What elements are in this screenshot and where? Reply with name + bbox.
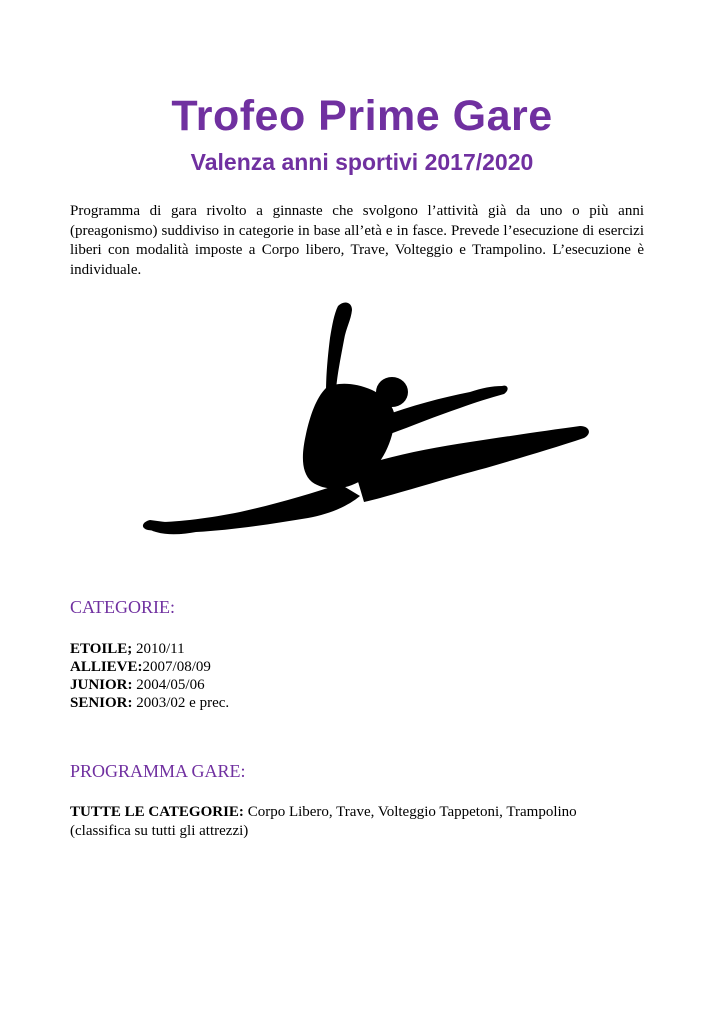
categorie-item-value: 2010/11 (132, 641, 185, 657)
categorie-item (70, 640, 229, 658)
categorie-item-label: SENIOR: (70, 695, 133, 711)
categorie-item-value: 2007/08/09 (142, 659, 211, 675)
gymnast-silhouette-image (140, 298, 595, 543)
programma-label: TUTTE LE CATEGORIE: (70, 804, 244, 820)
programma-text (70, 803, 650, 841)
categorie-item (70, 658, 229, 676)
programma-apparatus: Corpo Libero, Trave, Volteggio Tappetoni, Trampolino (243, 804, 577, 820)
programma-note: (classifica su tutti gli attrezzi) (70, 823, 249, 839)
programma-heading: PROGRAMMA GARE: (70, 761, 246, 781)
categorie-item-value: 2004/05/06 (132, 677, 205, 693)
document-title: Trofeo Prime Gare (171, 92, 553, 140)
categorie-item (70, 676, 229, 694)
categorie-item-label: ALLIEVE: (70, 659, 143, 675)
categorie-item-label: JUNIOR: (70, 677, 133, 693)
programma-line (70, 803, 650, 822)
categorie-list (70, 640, 229, 712)
categorie-heading: CATEGORIE: (70, 597, 175, 617)
document-subtitle: Valenza anni sportivi 2017/2020 (190, 149, 534, 175)
intro-paragraph: Programma di gara rivolto a ginnaste che svolgono l’attività già da uno o più anni (preagonismo) suddiviso in categorie in base all’età e in fasce. Prevede l’esecuzione di esercizi liberi con modalità imposte a Corpo libero, Trave, Volteggio e Trampolino. L’esecuzione è individuale. (70, 203, 644, 278)
categorie-item (70, 694, 229, 712)
categorie-item-label: ETOILE; (70, 641, 133, 657)
categorie-item-value: 2003/02 e prec. (132, 695, 230, 711)
